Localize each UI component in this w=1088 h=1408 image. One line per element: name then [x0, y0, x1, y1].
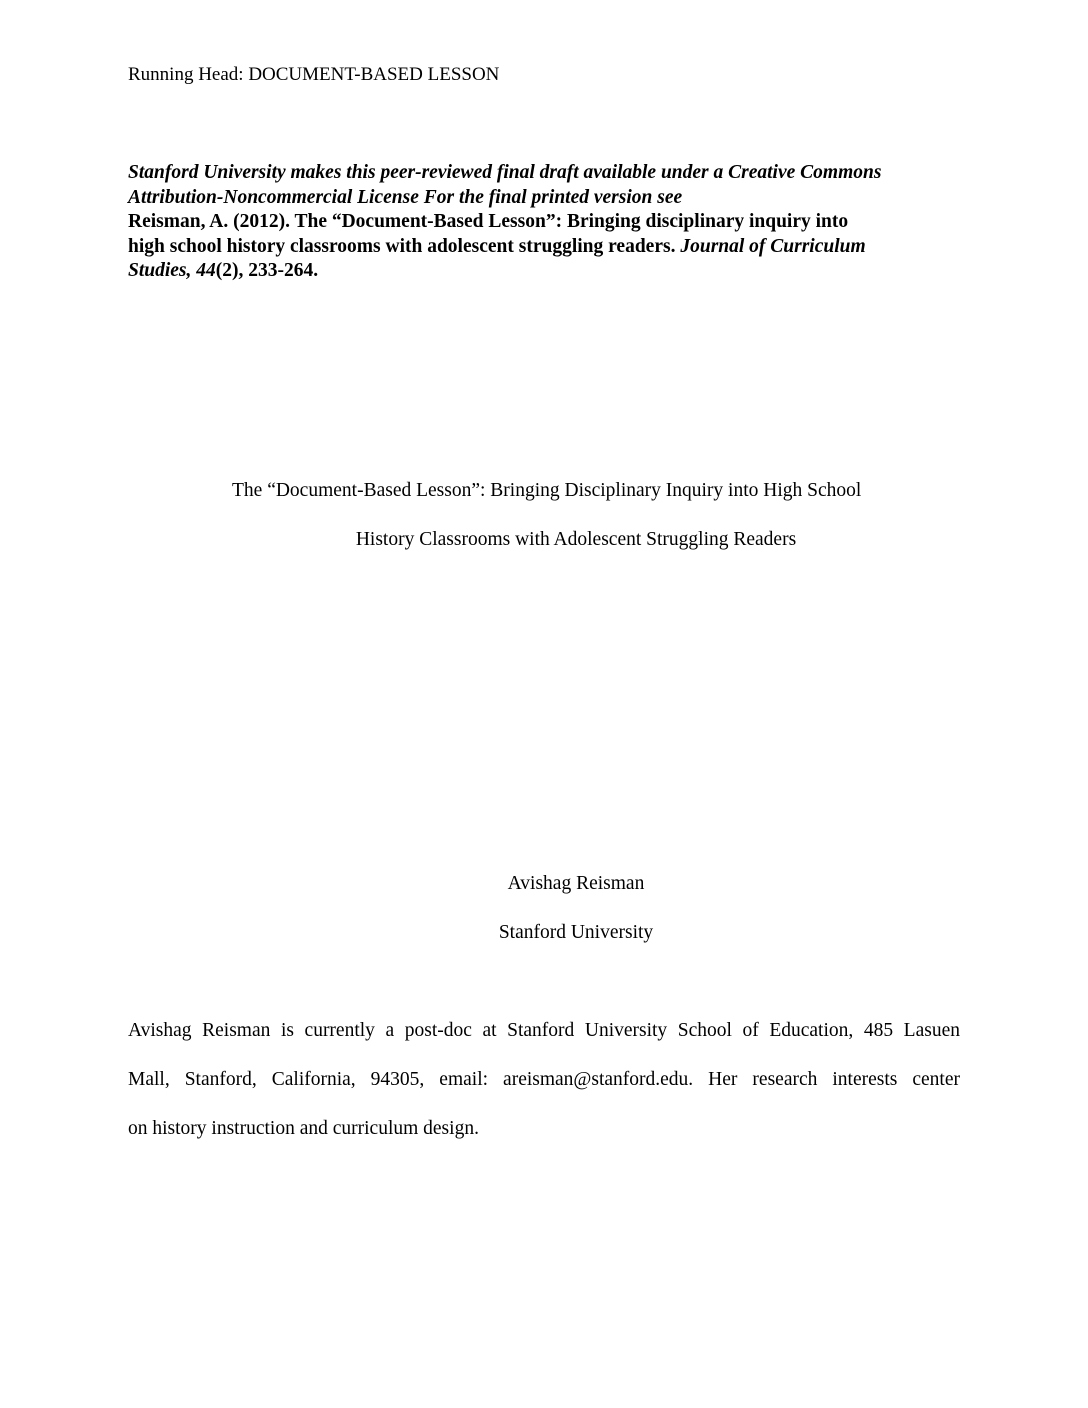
- license-notice-line: Attribution-Noncommercial License For the final printed version see: [128, 186, 683, 208]
- citation-text: high school history classrooms with adolescent struggling readers.: [128, 235, 676, 257]
- author-bio-line: Mall, Stanford, California, 94305, email: areisman@stanford.edu. Her research interests center: [128, 1069, 960, 1090]
- journal-name: Journal of Curriculum: [680, 235, 866, 257]
- running-head: Running Head: DOCUMENT-BASED LESSON: [128, 64, 500, 85]
- author-bio-line: Avishag Reisman is currently a post-doc at Stanford University School of Education, 485 Lasuen: [128, 1020, 960, 1041]
- citation-line: [128, 235, 968, 260]
- author-bio: [128, 1019, 960, 1149]
- author-affiliation: Stanford University: [498, 922, 654, 943]
- paper-title-line-1: The “Document-Based Lesson”: Bringing Disciplinary Inquiry into High School: [232, 480, 862, 501]
- journal-volume: Studies, 44: [128, 260, 216, 281]
- citation-line: Reisman, A. (2012). The “Document-Based Lesson”: Bringing disciplinary inquiry into: [128, 211, 849, 232]
- author-name: Avishag Reisman: [507, 873, 645, 894]
- license-notice-line: Stanford University makes this peer-reviewed final draft available under a Creative Commons: [128, 162, 882, 183]
- citation-line: [128, 259, 968, 284]
- citation-pages: (2), 233-264.: [215, 260, 319, 281]
- paper-title-line-2: History Classrooms with Adolescent Struggling Readers: [355, 529, 797, 550]
- license-notice: [128, 161, 968, 284]
- author-bio-line: on history instruction and curriculum design.: [128, 1118, 479, 1139]
